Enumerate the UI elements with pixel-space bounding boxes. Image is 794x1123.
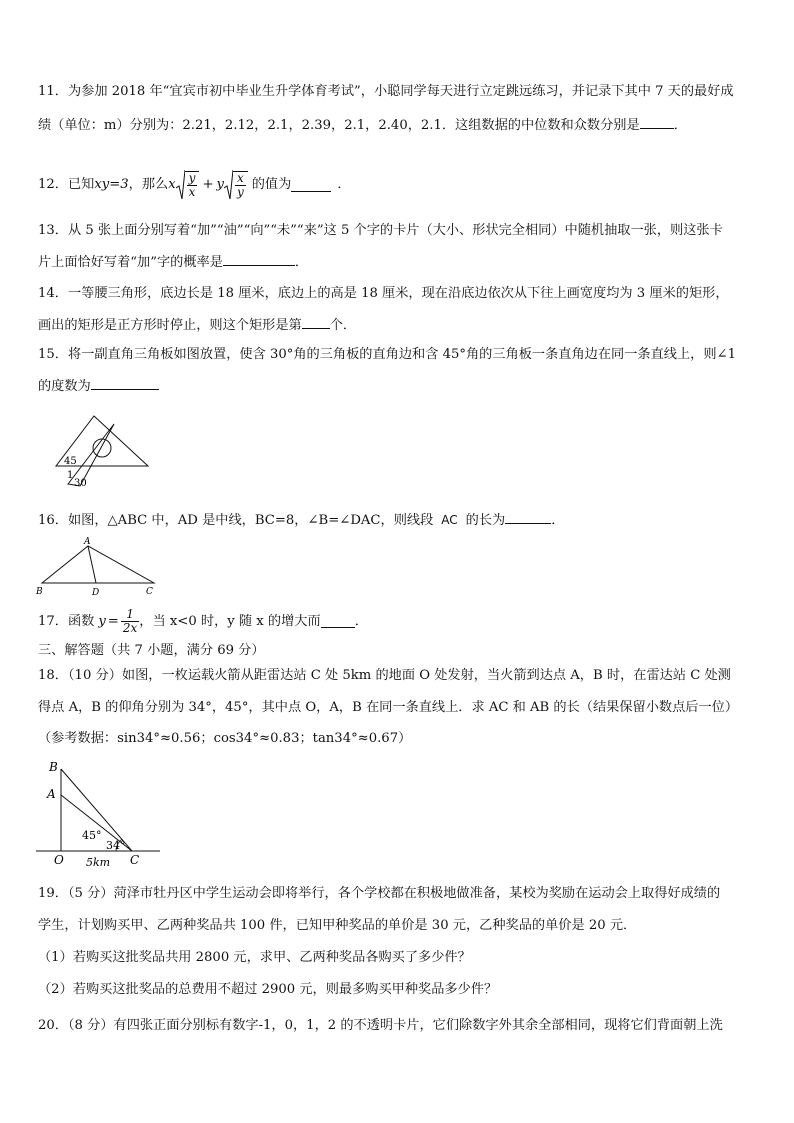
label-c: C — [130, 853, 140, 867]
q12-frac1-den: x — [188, 185, 196, 199]
q17-den: 2x — [122, 621, 138, 635]
q17-eq: = — [107, 613, 119, 629]
label-a: A — [84, 537, 91, 547]
label-angle-1: 1 — [67, 470, 74, 481]
radical-sign-icon — [224, 170, 233, 200]
q16-suffix: 的长为 — [465, 513, 506, 528]
label-b: B — [36, 587, 43, 597]
q12-suffix: 的值为 — [251, 177, 292, 192]
q18-line3: （参考数据：sin34°≈0.56；cos34°≈0.83；tan34°≈0.67） — [38, 731, 412, 746]
label-c: C — [146, 587, 153, 597]
q16-text: 16．如图，△ABC 中，AD 是中线，BC=8，∠B=∠DAC，则线段 — [38, 513, 434, 528]
q17-end: ． — [354, 613, 368, 629]
q14-line1: 14．一等腰三角形，底边长是 18 厘米，底边上的高是 18 厘米，现在沿底边依次从下往上画宽度均为 3 厘米的矩形， — [38, 286, 729, 301]
q19-line2: 学生，计划购买甲、乙两种奖品共 100 件，已知甲种奖品的单价是 30 元，乙种奖品的单价是 20 元． — [38, 918, 637, 933]
label-45-degrees: 45° — [82, 829, 102, 842]
q11-end: ． — [673, 118, 687, 133]
q17-line — [38, 608, 758, 635]
label-d: D — [92, 588, 100, 598]
answer-blank-q14 — [302, 316, 330, 329]
q16-line — [38, 511, 758, 530]
q11-line2 — [38, 116, 758, 135]
q12-plus: + — [202, 177, 214, 192]
q12-sqrt-2 — [224, 170, 248, 200]
q18-line1: 18．（10 分）如图，一枚运载火箭从距雷达站 C 处 5km 的地面 O 处发射，当火箭到达点 A，B 时，在雷达站 C 处测 — [38, 668, 731, 683]
q15-text: 的度数为 — [38, 379, 91, 394]
q16-end: ． — [551, 513, 565, 528]
q12-prefix: 12．已知 — [38, 177, 95, 192]
answer-blank-q13 — [223, 253, 295, 266]
q12-frac2-den: y — [236, 185, 244, 199]
q12-condition: xy=3 — [94, 177, 129, 192]
q13-line2 — [38, 253, 758, 272]
q13-end: ． — [294, 255, 309, 270]
q13-line1: 13．从 5 张上面分别写着“加”“油”“向”“未”“来”这 5 个字的卡片（大小、形状完全相同）中随机抽取一张，则这张卡 — [38, 223, 723, 238]
label-a: A — [47, 787, 56, 801]
section-heading: 三、解答题（共 7 小题，满分 69 分） — [38, 643, 265, 658]
q14-end: 个． — [329, 318, 357, 333]
answer-blank-q17 — [321, 615, 355, 628]
q13-text: 片上面恰好写着“加”字的概率是 — [38, 255, 223, 270]
q19-sub2: （2）若购买这批奖品的总费用不超过 2900 元，则最多购买甲种奖品多少件？ — [38, 982, 498, 997]
q12-sqrt-1 — [176, 170, 200, 200]
q15-triangle-set-figure — [54, 410, 154, 490]
label-b: B — [49, 760, 58, 774]
q15-line1: 15．将一副直角三角板如图放置，使含 30°角的三角板的直角边和含 45°角的三角板一条直角边在同一条直线上，则∠1 — [38, 347, 736, 362]
label-o: O — [54, 853, 64, 867]
q17-fraction — [121, 608, 139, 635]
q17-suffix: ，当 x<0 时，y 随 x 的增大而 — [139, 613, 321, 629]
q11-line1: 11．为参加 2018 年“宜宾市初中毕业生升学体育考试”，小聪同学每天进行立定跳远练习，并记录下其中 7 天的最好成 — [38, 84, 734, 99]
label-34-degrees: 34° — [106, 839, 126, 852]
answer-blank-q11 — [640, 116, 674, 129]
answer-blank-q12 — [291, 179, 331, 192]
q12-mid: ，那么 — [128, 177, 169, 192]
q11-text: 绩（单位：m）分别为：2.21，2.12，2.1，2.39，2.1，2.40，2.1．这组数据的中位数和众数分别是 — [38, 118, 640, 133]
label-5km: 5km — [86, 856, 111, 869]
q12-end: ． — [337, 177, 351, 192]
q17-num: 1 — [121, 608, 139, 622]
q19-sub1: （1）若购买这批奖品共用 2800 元，求甲、乙两种奖品各购买了多少件？ — [38, 950, 471, 965]
q17-y: y — [98, 613, 106, 629]
q16-triangle-figure — [34, 536, 164, 598]
label-45: 45 — [64, 456, 77, 467]
q12-frac1-num: y — [188, 171, 196, 185]
median-ad — [88, 546, 96, 583]
q12-coef-y: y — [216, 177, 224, 192]
q18-line2: 得点 A，B 的仰角分别为 34°，45°，其中点 O，A，B 在同一条直线上．求 AC 和 AB 的长（结果保留小数点后一位） — [38, 700, 739, 715]
q12-coef-x: x — [168, 177, 176, 192]
q14-text: 画出的矩形是正方形时停止，则这个矩形是第 — [38, 318, 302, 333]
q12-frac2-num: x — [236, 171, 244, 185]
q17-prefix: 17．函数 — [38, 613, 95, 629]
q12-line — [38, 170, 758, 200]
q20-line1: 20．（8 分）有四张正面分别标有数字-1，0，1，2 的不透明卡片，它们除数字外其余全部相同，现将它们背面朝上洗 — [38, 1018, 723, 1033]
answer-blank-q15 — [91, 377, 159, 390]
triangle-abc — [42, 546, 154, 583]
q18-rocket-figure — [36, 757, 162, 869]
label-30: 30 — [74, 478, 87, 489]
radical-sign-icon — [176, 170, 185, 200]
q16-segment: AC — [441, 513, 458, 527]
q15-line2 — [38, 377, 758, 396]
q19-line1: 19．（5 分）菏泽市牡丹区中学生运动会即将举行，各个学校都在积极地做准备，某校为奖励在运动会上取得好成绩的 — [38, 886, 721, 901]
q14-line2 — [38, 316, 758, 335]
answer-blank-q16 — [505, 511, 551, 524]
